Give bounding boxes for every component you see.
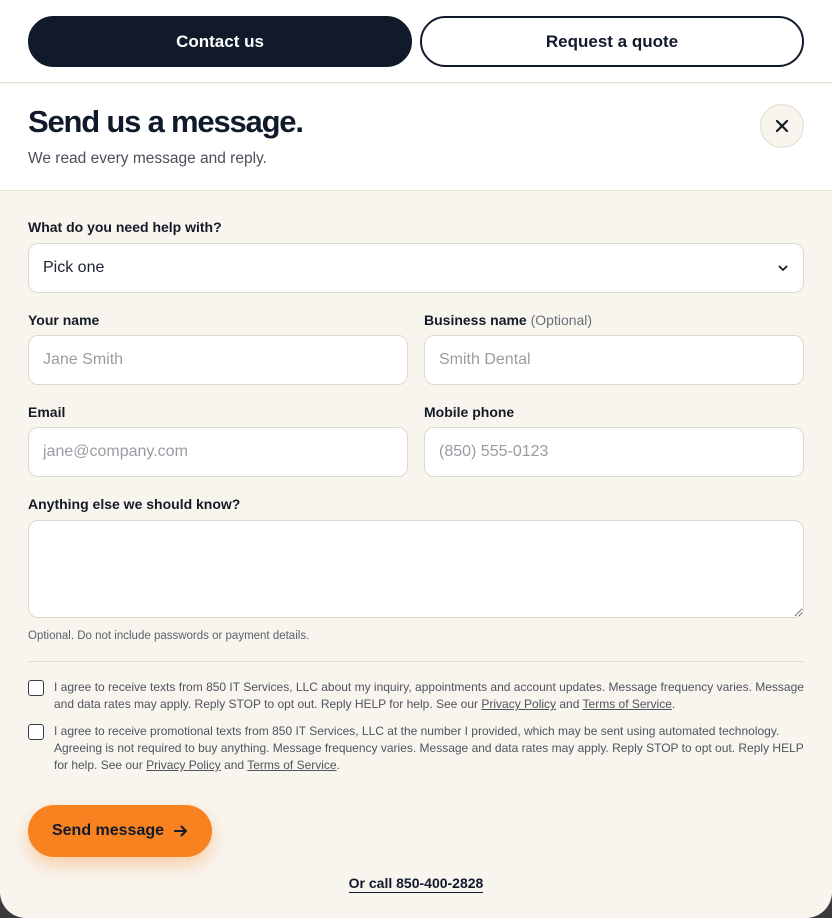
notes-textarea[interactable] [28,520,804,618]
email-input[interactable] [28,427,408,477]
phone-input[interactable] [424,427,804,477]
email-label: Email [28,404,66,420]
name-input[interactable] [28,335,408,385]
chevron-down-icon [777,262,789,274]
call-phone-link-text[interactable]: Or call 850-400-2828 [348,875,484,891]
business-optional-tag: (Optional) [530,312,593,328]
tab-request-quote[interactable] [420,16,804,67]
arrow-right-icon [174,825,188,837]
consent-and-text: and [556,697,583,711]
privacy-policy-link[interactable]: Privacy Policy [146,758,221,772]
business-label [424,312,592,328]
consent-transactional-body: I agree to receive texts from 850 IT Services, LLC about my inquiry, appointments and account updates. Message frequency varies. Message and data rates may apply. Reply STOP to opt out. Reply HELP for help. See our [54,680,804,711]
phone-label: Mobile phone [424,404,515,420]
send-message-button[interactable] [28,805,212,857]
tab-contact-us[interactable] [28,16,412,67]
consent-period: . [336,758,340,772]
terms-of-service-link[interactable]: Terms of Service [582,697,672,711]
consent-and-text: and [220,758,248,772]
topic-label: What do you need help with? [28,219,222,235]
terms-of-service-link[interactable]: Terms of Service [247,758,337,772]
page-subtitle: We read every message and reply. [28,150,267,167]
tab-contact-us-label: Contact us [176,31,264,51]
close-button[interactable] [760,104,804,148]
consent-promotional-text [54,723,806,774]
notes-label: Anything else we should know? [28,496,241,512]
topic-select-value: Pick one [43,259,105,276]
privacy-policy-link[interactable]: Privacy Policy [481,697,557,711]
send-message-label: Send message [51,822,165,839]
name-label: Your name [28,312,100,328]
call-phone-link [0,875,832,891]
consent-transactional-checkbox[interactable] [28,680,44,696]
tab-request-quote-label: Request a quote [545,31,679,51]
consent-transactional-text [54,679,806,713]
consent-period: . [671,697,676,711]
tab-bar [0,0,832,83]
page-title: Send us a message. [28,104,303,139]
form-header [0,84,832,191]
consent-promotional-checkbox[interactable] [28,724,44,740]
business-label-text: Business name [424,312,527,328]
consent-promotional-body: I agree to receive promotional texts from 850 IT Services, LLC at the number I provided, which may be sent using automated technology. Agreeing is not required to buy anything. Message frequency varies. Message and data rates may apply. Reply STOP to opt out. Reply HELP for help. See our [54,724,804,772]
close-icon [775,119,789,133]
notes-hint: Optional. Do not include passwords or payment details. [28,630,310,642]
topic-select[interactable] [28,243,804,293]
business-input[interactable] [424,335,804,385]
divider [28,661,804,662]
